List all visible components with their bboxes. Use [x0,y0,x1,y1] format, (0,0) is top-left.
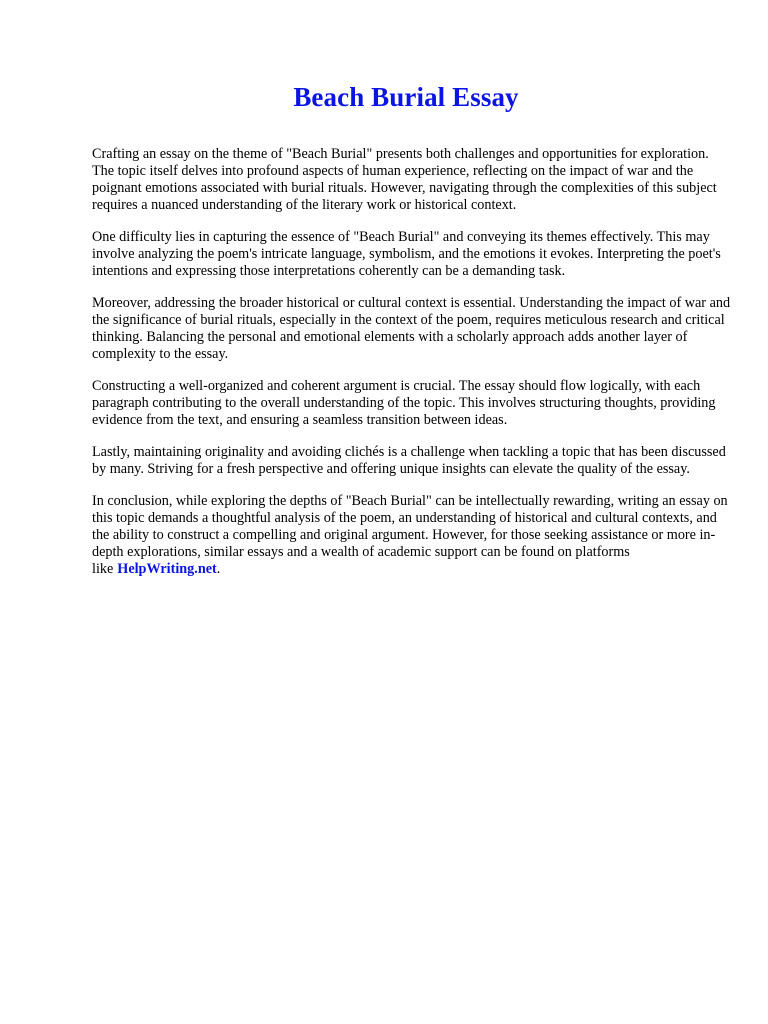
conclusion-paragraph [92,493,732,578]
document-body [92,146,732,593]
paragraph-2: One difficulty lies in capturing the essence of "Beach Burial" and conveying its themes effectively. This may involve analyzing the poem's intricate language, symbolism, and the emotions it evokes. Interpreting the poet's intentions and expressing those interpretations coherently can be a demanding task. [92,229,721,279]
helpwriting-link[interactable]: HelpWriting.net [117,561,217,577]
document-title: Beach Burial Essay [293,82,519,112]
conclusion-text: In conclusion, while exploring the depths of "Beach Burial" can be intellectually rewarding, writing an essay on this topic demands a thoughtful analysis of the poem, an understanding of historical and cultural contexts, and the ability to construct a compelling and original argument. However, for those seeking assistance or more in-depth explorations, similar essays and a wealth of academic support can be found on platforms like [92,493,728,577]
paragraph-4: Constructing a well-organized and coherent argument is crucial. The essay should flow logically, with each paragraph contributing to the overall understanding of the topic. This involves structuring thoughts, providing evidence from the text, and ensuring a seamless transition between ideas. [92,378,716,428]
conclusion-period: . [216,561,221,577]
paragraph-3: Moreover, addressing the broader historical or cultural context is essential. Understanding the impact of war and the significance of burial rituals, especially in the context of the poem, requires meticulous research and critical thinking. Balancing the personal and emotional elements with a scholarly approach adds another layer of complexity to the essay. [92,295,731,362]
paragraph-5: Lastly, maintaining originality and avoiding clichés is a challenge when tackling a topic that has been discussed by many. Striving for a fresh perspective and offering unique insights can elevate the quality of the essay. [92,444,726,477]
paragraph-1: Crafting an essay on the theme of "Beach Burial" presents both challenges and opportunities for exploration. The topic itself delves into profound aspects of human experience, reflecting on the impact of war and the poignant emotions associated with burial rituals. However, navigating through the complexities of this subject requires a nuanced understanding of the literary work or historical context. [92,146,717,213]
